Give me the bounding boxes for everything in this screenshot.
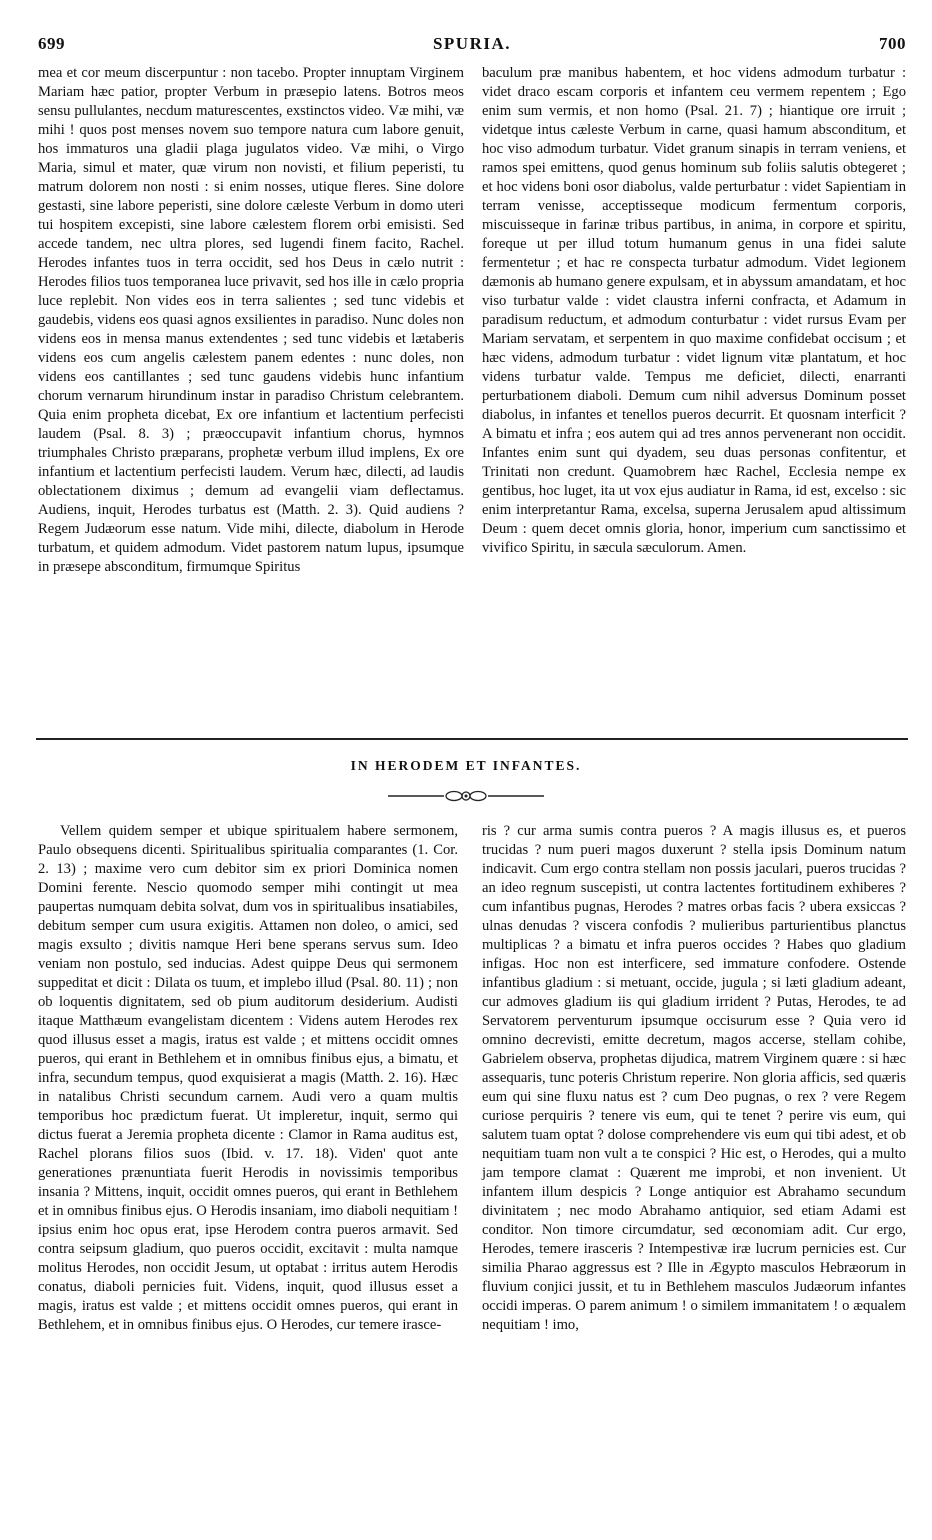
page-number-right: 700 xyxy=(878,34,906,53)
section-heading: IN HERODEM ET INFANTES. xyxy=(350,758,582,773)
running-header xyxy=(38,34,906,58)
running-title: SPURIA. xyxy=(432,34,512,53)
ornament-divider-icon xyxy=(386,788,546,804)
top-right-column xyxy=(482,64,906,558)
bottom-right-column xyxy=(482,822,906,1335)
section-divider-rule xyxy=(36,738,908,740)
paragraph: baculum præ manibus habentem, et hoc videns admodum turbatur : videt draco escam corporis et infantem ceu vermem repentem ; Ego enim sum vermis, et non homo (Psal. 21. 7) ; hiantique ore irruit ; videtque intus cæleste Verbum in carne, quasi hamum absconditum, et hoc viso admodum turbatur. Videt granum sinapis in terram veniens, et ramos spei emittens, quod genus hominum sub foliis salutis obtegeret ; et hoc videns boni osor diabolus, valde perturbatur : videt Sapientiam in terram venisse, acceptisseque modicum fermentum corporis, miscuisseque in farinæ tribus partibus, in anima, in corpore et spiritu, foreque ut per illud totum humanum genus in una fidei salute fermentetur ; et hac re conspecta turbatur admodum. Videt legionem dæmonis ab humano genere expulsam, et in abyssum amandatam, et hoc viso turbatur valde : videt claustra inferni confracta, et Adamum in paradisum reductum, et admodum conturbatur : videt rursus Evam per Mariam servatam, et serpentem in quo maxime confidebat occisum ; et hæc videns, admodum turbatur : videt lignum vitæ plantatum, et hoc videns turbatur valde. Tempus me deficiet, dilecti, enarranti perturbationem diaboli. Demum cum nihil adversus Dominum posset diabolus, in infantes et tenellos pueros decurrit. Et quosnam interficit ? A bimatu et infra ; eos autem qui ad tres annos pervenerant non occidit. Infantes enim sunt qui dyadem, seu duas personas confitentur, et Trinitati non credunt. Quamobrem hæc Rachel, Ecclesia nempe ex gentibus, hoc luget, ita ut vox ejus audiatur in Rama, id est, excelso : sic enim interpretantur Rama, excelsa, superna Jerusalem apud altissimum Deum : quem decet omnis gloria, honor, imperium cum sanctissimo et vivifico Spiritu, in sæcula sæculorum. Amen. xyxy=(482,65,906,556)
paragraph: mea et cor meum discerpuntur : non tacebo. Propter innuptam Virginem Mariam hæc patior, propter Verbum in præsepio latens. Botros meos sensu pullulantes, necdum maturescentes, exstinctos video. Væ mihi, væ mihi ! quos post menses novem suo tempore natura cum labore genuit, hos immaturos una gladii plaga jugulatos video. Væ mihi, o Virgo Maria, simul et mater, quæ virum non novisti, et filium peperisti, tu matrum dolorem non nosti : si enim nosses, utique fleres. Sine dolore gestasti, sine labore peperisti, sine dolore cæleste Verbum in domo uteri tui hospitem excepisti, sine labore cælestem florem orbi emisisti. Sed accede tandem, nec ultra plores, sed lugendi finem facito, Rachel. Herodes infantes tuos in terra occidit, sed hos Deus in cælo nutrit : Herodes filios tuos temporanea luce privavit, sed hos ille in cælo propria luce replebit. Non vides eos in terra salientes ; sed tunc videbis et gaudebis, videns eos quasi agnos exsilientes in paradiso. Nunc doles non videns eos in mensa manus extendentes ; sed tunc videbis et lætaberis videns eos cum angelis cælestem panem edentes : nunc doles, non videns eos cantillantes ; sed tunc gaudens videbis hunc infantium chorum vernarum hirundinum instar in paradiso Christum celebrantem. Quia enim propheta dicebat, Ex ore infantium et lactentium perfecisti laudem (Psal. 8. 3) ; præoccupavit infantium chorus, hymnos triumphales Christo præparans, prophetæ verbum illud implens, Ex ore infantium et lactentium perfecisti laudem. Verum hæc, dilecti, ad laudis oblectationem diximus ; demum ad evangelii viam deflectamus. Audiens, inquit, Herodes turbatus est (Matth. 2. 3). Quid audiens ? Regem Judæorum esse natum. Vide mihi, dilecte, diabolum in Herode turbatum, et quidem admodum. Videt pastorem natum lupus, ipsumque in præsepe absconditum, firmumque Spiritus xyxy=(38,65,464,575)
paragraph: Vellem quidem semper et ubique spiritualem habere sermonem, Paulo obsequens dicenti. Spiritualibus spiritualia comparantes (1. Cor. 2. 13) ; maxime vero cum debitor sim ex priori Dominica nomen Domini ferente. Nescio quomodo semper mihi contingit ut mea paupertas numquam debita solvat, dum vos in spiritualibus insatiabiles, debitum semper cum usura exigitis. Attamen non doleo, o amici, sed magis exsulto ; divitis namque Heri bene sperans servus sum. Ideo veniam non postulo, sed inducias. Adest quippe Deus qui sermonem suppeditat et dicit : Dilata os tuum, et implebo illud (Psal. 80. 11) ; non ob loquentis dignitatem, sed ob pium auditorum desiderium. Audisti itaque Matthæum evangelistam dicentem : Videns autem Herodes rex quod illusus esset a magis, iratus est valde ; et mittens occidit omnes pueros, qui erant in Bethlehem et in omnibus finibus ejus, a bimatu, et infra, secundum tempus, quod exquisierat a magis (Matth. 2. 16). Hæc in natalibus Christi secundum carnem. Audi vero a quam multis temporibus hoc prædictum fuerat. Ut impleretur, inquit, sermo qui dictus fuerat a Jeremia propheta dicente : Clamor in Rama auditus est, Rachel plorans filios suos (Ibid. v. 17. 18). Viden' quot ante generationes prænuntiata fuerit Herodis in novissimis temporibus insania ? Mittens, inquit, occidit omnes pueros, qui erant in Bethlehem et in omnibus finibus ejus. O Herodis insaniam, imo diaboli nequitiam ! ipsius enim hoc opus erat, ipse Herodem contra pueros armavit. Sed contra seipsum gladium, quo pueros occidit, excitavit : multa namque molitus Herodes, non occidit Jesum, ut optabat : irritus autem Herodis conatus, diaboli pernicies fuit. Videns, inquit, quod illusus esset a magis, iratus est valde ; et mittens occidit omnes pueros, qui erant in Bethlehem, et in omnibus finibus ejus. O Herodes, cur temere irasce- xyxy=(38,823,458,1333)
paragraph: ris ? cur arma sumis contra pueros ? A magis illusus es, et pueros trucidas ? num pueri magos duxerunt ? stella ipsis Dominum natum indicavit. Cum ergo contra stellam non possis jaculari, pueros trucidas ? an ideo regnum suscepisti, ut contra lactentes fortitudinem exhiberes ? cum infantibus pugnas, Herodes ? matres orbas facis ? ubera exsiccas ? ulnas denudas ? viscera confodis ? mulieribus parturientibus planctus multiplicas ? a bimatu et infra pueros occides ? Habes quo gladium infigas. Hoc non est interficere, sed immature confodere. Ostende infantibus gladium : si metuant, occide, jugula ; si læti gladium adeant, cur admoves gladium iis qui gladium irrident ? Putas, Herodes, te ad Servatorem perventurum ipsumque occisurum esse ? Quia vero id omnino decrevisti, emitte decretum, magos accerse, stellam cohibe, Gabrielem observa, prophetas dijudica, matrem Virginem quære : si hæc assequaris, tunc poteris Christum reperire. Non gloria afficis, sed quæris eum qui sine fluxu natus est ? cum Deo pugnas, o rex ? vere Regem curiose perquiris ? tenere vis eum, qui te tenet ? perire vis eum, qui salutem tuam optat ? dolose comprehendere vis eum qui tibi adest, et ob nequitiam tuam non vult a te conspici ? Hic est, o Herodes, qui a multo jam tempore clamat : Quærent me improbi, et non invenient. Ut infantem illum despicis ? Longe antiquior est Abrahamo secundum divinitatem ; nec modo Abrahamo antiquior, sed etiam Adami est conditor. Non timore circumdatur, sed œconomiam adit. Cur ergo, Herodes, temere irasceris ? Intempestivæ iræ lucrum pernicies est. Cur similia Pharao aggressus est ? Ille in Ægypto masculos Hebræorum in fluvium conjici jussit, et tu in Bethlehem masculos Judæorum infantes occidi imperas. O parem animum ! o similem immanitatem ! o æqualem nequitiam ! imo, xyxy=(482,823,906,1333)
page-number-left: 699 xyxy=(38,34,65,53)
top-left-column xyxy=(38,64,464,577)
bottom-left-column xyxy=(38,822,458,1335)
